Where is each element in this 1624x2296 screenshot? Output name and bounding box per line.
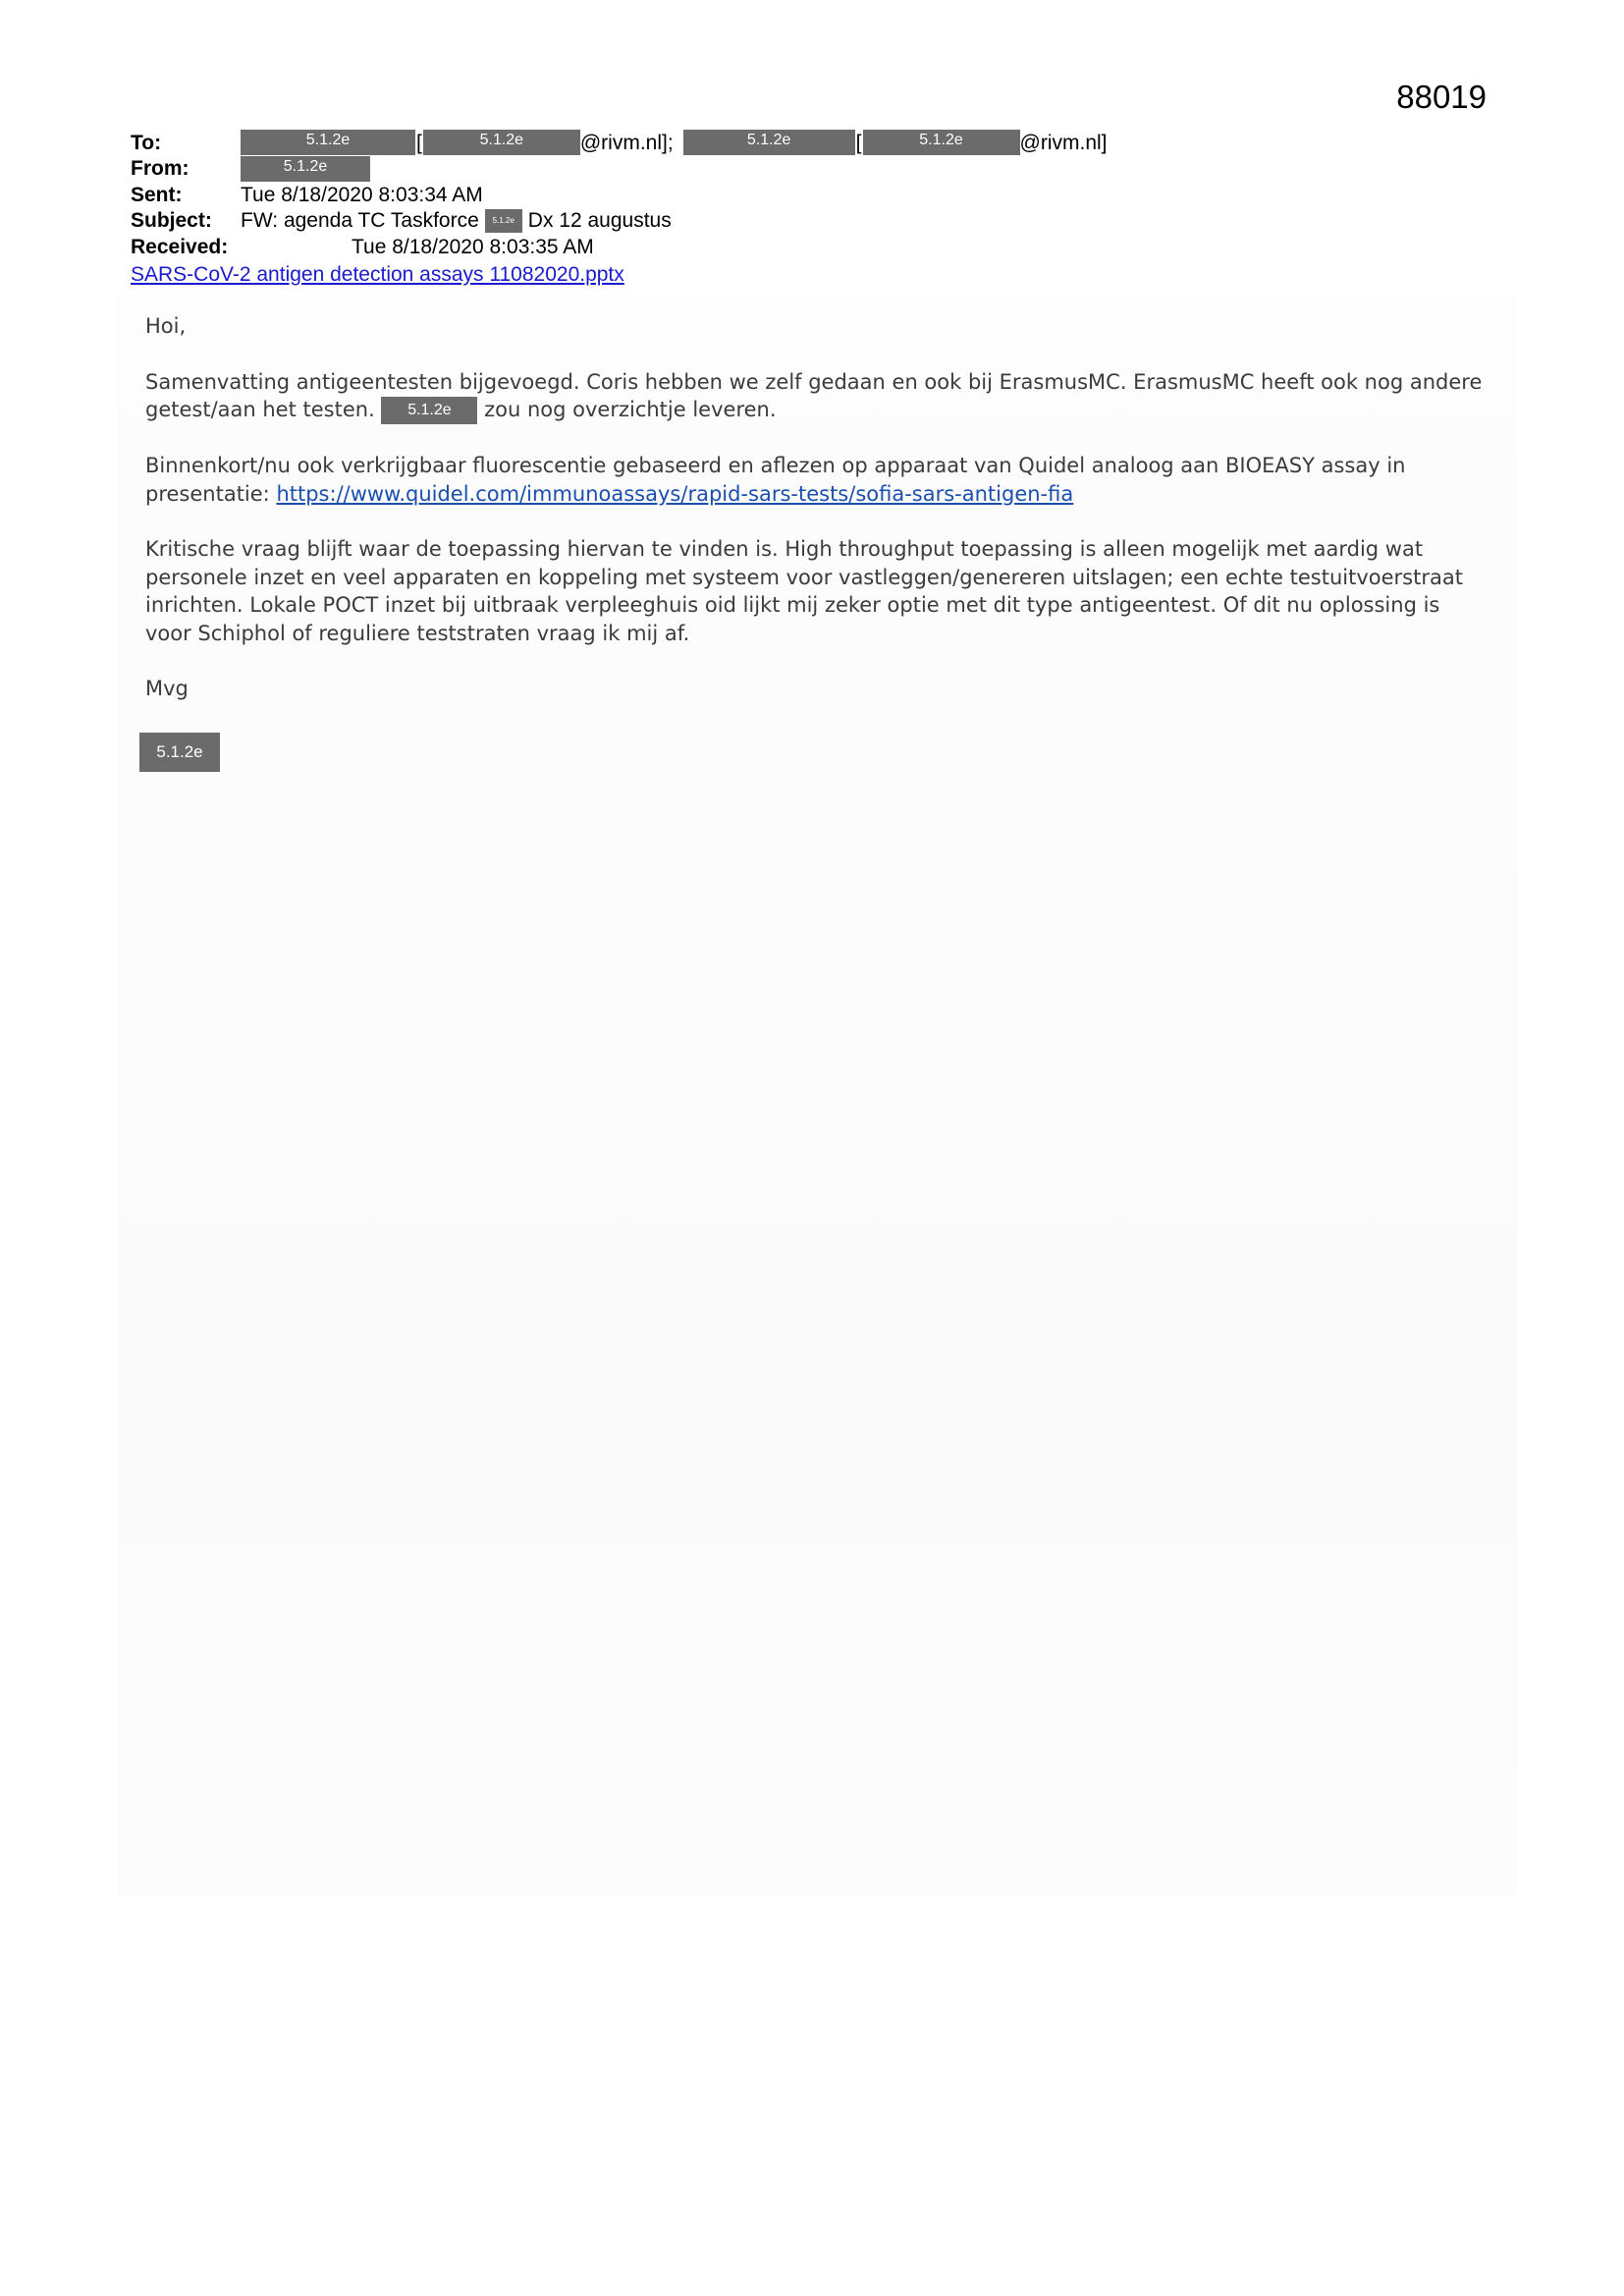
to-label: To: [131, 131, 162, 154]
closing: Mvg [145, 677, 189, 700]
redaction-box: 5.1.2e [381, 397, 477, 424]
sent-label: Sent: [131, 183, 183, 206]
subject-label: Subject: [131, 209, 212, 233]
from-row [131, 156, 1108, 183]
sent-row [131, 182, 1108, 208]
bracket-text: [ [855, 131, 862, 154]
subject-prefix: FW: agenda TC Taskforce [241, 209, 479, 233]
paragraph-1-text: Samenvatting antigeentesten bijgevoegd. Coris hebben we zelf gedaan en ook bij ErasmusMC. ErasmusMC heeft ook nog andere getest/aan het testen. [145, 369, 1483, 421]
bracket-text: [ [416, 131, 422, 154]
redaction-box: 5.1.2e [863, 130, 1020, 155]
received-value: Tue 8/18/2020 8:03:35 AM [352, 235, 594, 258]
sent-value: Tue 8/18/2020 8:03:34 AM [241, 183, 483, 206]
redaction-box: 5.1.2e [241, 156, 370, 182]
paragraph-3: Kritische vraag blijft waar de toepassing hiervan te vinden is. High throughput toepassing is alleen mogelijk met aardig wat personele inzet en veel apparaten en koppeling met systeem voor vastleggen/genereren uitslagen; een echte testuitvoerstraat inrichten. Lokale POCT inzet bij uitbraak verpleeghuis oid lijkt mij zeker optie met dit type antigeentest. Of dit nu oplossing is voor Schiphol of reguliere teststraten vraag ik mij af. [145, 537, 1463, 645]
page-number: 88019 [1396, 79, 1487, 115]
email-header [131, 130, 1108, 288]
redaction-box: 5.1.2e [423, 130, 580, 155]
signature-redaction-box: 5.1.2e [139, 733, 220, 772]
greeting: Hoi, [145, 314, 187, 338]
to-domain-2: @rivm.nl] [1019, 131, 1108, 154]
quidel-link[interactable]: https://www.quidel.com/immunoassays/rapid-sars-tests/sofia-sars-antigen-fia [276, 481, 1074, 506]
received-row [131, 234, 1108, 260]
redaction-box: 5.1.2e [683, 130, 855, 155]
from-label: From: [131, 157, 189, 181]
redaction-box: 5.1.2e [241, 130, 415, 155]
redaction-box: 5.1.2e [485, 209, 522, 233]
attachment-link[interactable]: SARS-CoV-2 antigen detection assays 11082020.pptx [131, 262, 624, 286]
received-label: Received: [131, 235, 229, 258]
paragraph-1 [145, 368, 1490, 425]
to-domain-1: @rivm.nl]; [579, 131, 674, 154]
paragraph-1-tail: zou nog overzichtje leveren. [484, 398, 777, 421]
paragraph-2 [145, 452, 1490, 508]
message-text [145, 312, 1490, 731]
subject-suffix: Dx 12 augustus [527, 209, 672, 233]
paragraph-2-text: Binnenkort/nu ook verkrijgbaar fluorescentie gebaseerd en aflezen op apparaat van Quidel analoog aan BIOEASY assay in presentatie: [145, 454, 1406, 506]
to-row [131, 130, 1108, 156]
subject-row [131, 208, 1108, 235]
